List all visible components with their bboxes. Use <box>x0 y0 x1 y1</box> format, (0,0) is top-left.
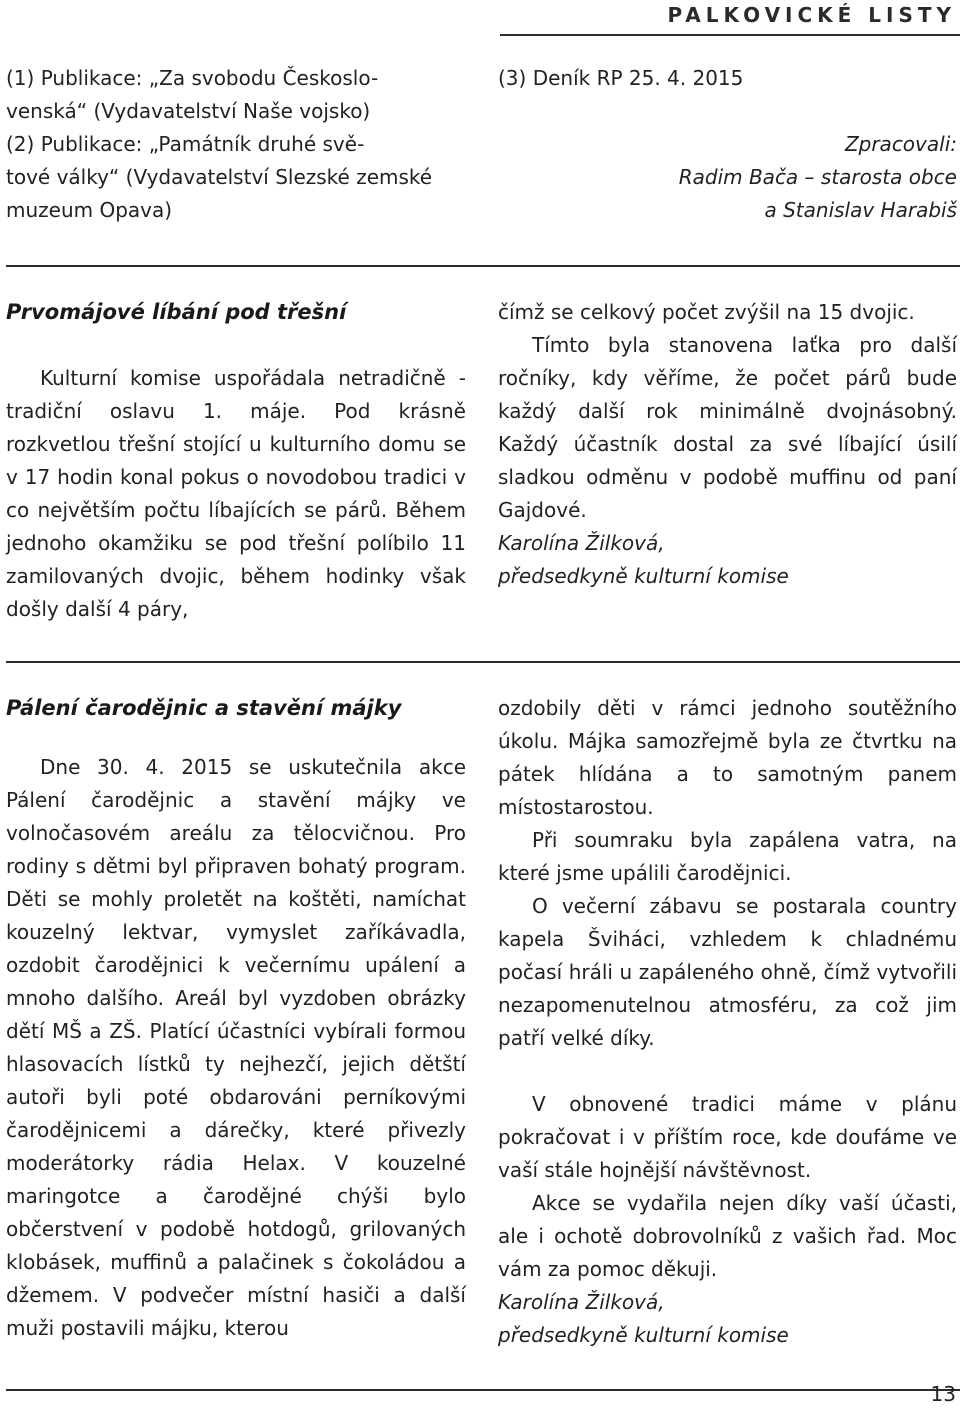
source-line: (3) Deník RP 25. 4. 2015 <box>498 66 744 90</box>
article2-left-column <box>6 692 466 1345</box>
article-paragraph: Při soumraku byla zapálena vatra, na které jsme upálili čarodějnici. <box>498 828 957 885</box>
article1-left-column <box>6 296 466 626</box>
footer-rule <box>6 1389 960 1391</box>
signature-name: Karolína Žilková, <box>498 531 665 555</box>
source-line: (1) Publikace: „Za svobodu Českoslo- <box>6 66 379 90</box>
source-line: venská“ (Vydavatelství Naše vojsko) <box>6 99 371 123</box>
source-line: muzeum Opava) <box>6 198 173 222</box>
article-paragraph: čímž se celkový počet zvýšil na 15 dvojic. <box>498 300 915 324</box>
section-divider <box>6 265 960 267</box>
article-paragraph: Kulturní komise uspořádala netradičně - tradiční oslavu 1. máje. Pod krásně rozkvetlou třešní stojící u kulturního domu se v 17 hodin konal pokus o novodobou tradici v co největším počtu líbajících se párů. Během jednoho okamžiku se pod třešní políbilo 11 zamilovaných dvojic, během hodinky však došly další 4 páry, <box>6 366 466 621</box>
article-paragraph: Dne 30. 4. 2015 se uskutečnila akce Pálení čarodějnic a stavění májky ve volnočasovém areálu za tělocvičnou. Pro rodiny s dětmi byl připraven bohatý program. Děti se mohly proletět na koštěti, namíchat kouzelný lektvar, vymyslet zaříkávadla, ozdobit čarodějnici k večernímu upálení a mnoho dalšího. Areál byl vyzdoben obrázky dětí MŠ a ZŠ. Platící účastníci vybírali formou hlasovacích lístků ty nejhezčí, jejich dětští autoři byli poté obdarováni perníkovými čarodějnicemi a dárečky, které přivezly moderátorky rádia Helax. V kouzelné maringotce a čarodějné chýši bylo občerstvení v podobě hotdogů, grilovaných klobásek, muffinů a palačinek s čokoládou a džemem. V podvečer místní hasiči a další muži postavili májku, kterou <box>6 755 466 1340</box>
article-paragraph: ozdobily děti v rámci jednoho soutěžního úkolu. Májka samozřejmě byla ze čtvrtku na pátek hlídána a to samotným panem místostarostou. <box>498 696 957 819</box>
article-paragraph: Tímto byla stanovena laťka pro další ročníky, kdy věříme, že počet párů bude každý další rok minimálně dvojnásobný. Každý účastník dostal za své líbající úsilí sladkou odměnu v podobě muffinu od paní Gajdové. <box>498 333 957 522</box>
source-line: (2) Publikace: „Památník druhé svě- <box>6 132 365 156</box>
article-title: Prvomájové líbání pod třešní <box>6 300 347 324</box>
credit-name: Radim Bača – starosta obce <box>678 165 957 189</box>
sources-right <box>498 62 957 227</box>
signature-name: Karolína Žilková, <box>498 1290 665 1314</box>
credit-name: a Stanislav Harabiš <box>764 198 957 222</box>
page-number: 13 <box>930 1382 956 1406</box>
source-line: tové války“ (Vydavatelství Slezské zemské <box>6 165 433 189</box>
article2-right-column <box>498 692 957 1352</box>
newsletter-title: PALKOVICKÉ LISTY <box>667 3 956 27</box>
sources-left <box>6 62 466 227</box>
header-rule <box>500 34 960 36</box>
article-title: Pálení čarodějnic a stavění májky <box>6 696 402 720</box>
section-divider <box>6 661 960 663</box>
article-paragraph: O večerní zábavu se postarala country kapela Šviháci, vzhledem k chladnému počasí hráli u zapáleného ohně, čímž vytvořili nezapomenutelnou atmosféru, za což jim patří velké díky. <box>498 894 957 1050</box>
article1-right-column <box>498 296 957 593</box>
article-paragraph: V obnovené tradici máme v plánu pokračovat i v příštím roce, kde doufáme ve vaší stále hojnější návštěvnost. <box>498 1092 957 1182</box>
credit-label: Zpracovali: <box>844 132 957 156</box>
signature-role: předsedkyně kulturní komise <box>498 1323 789 1347</box>
signature-role: předsedkyně kulturní komise <box>498 564 789 588</box>
article-paragraph: Akce se vydařila nejen díky vaší účasti, ale i ochotě dobrovolníků z vašich řad. Moc vám za pomoc děkuji. <box>498 1191 957 1281</box>
